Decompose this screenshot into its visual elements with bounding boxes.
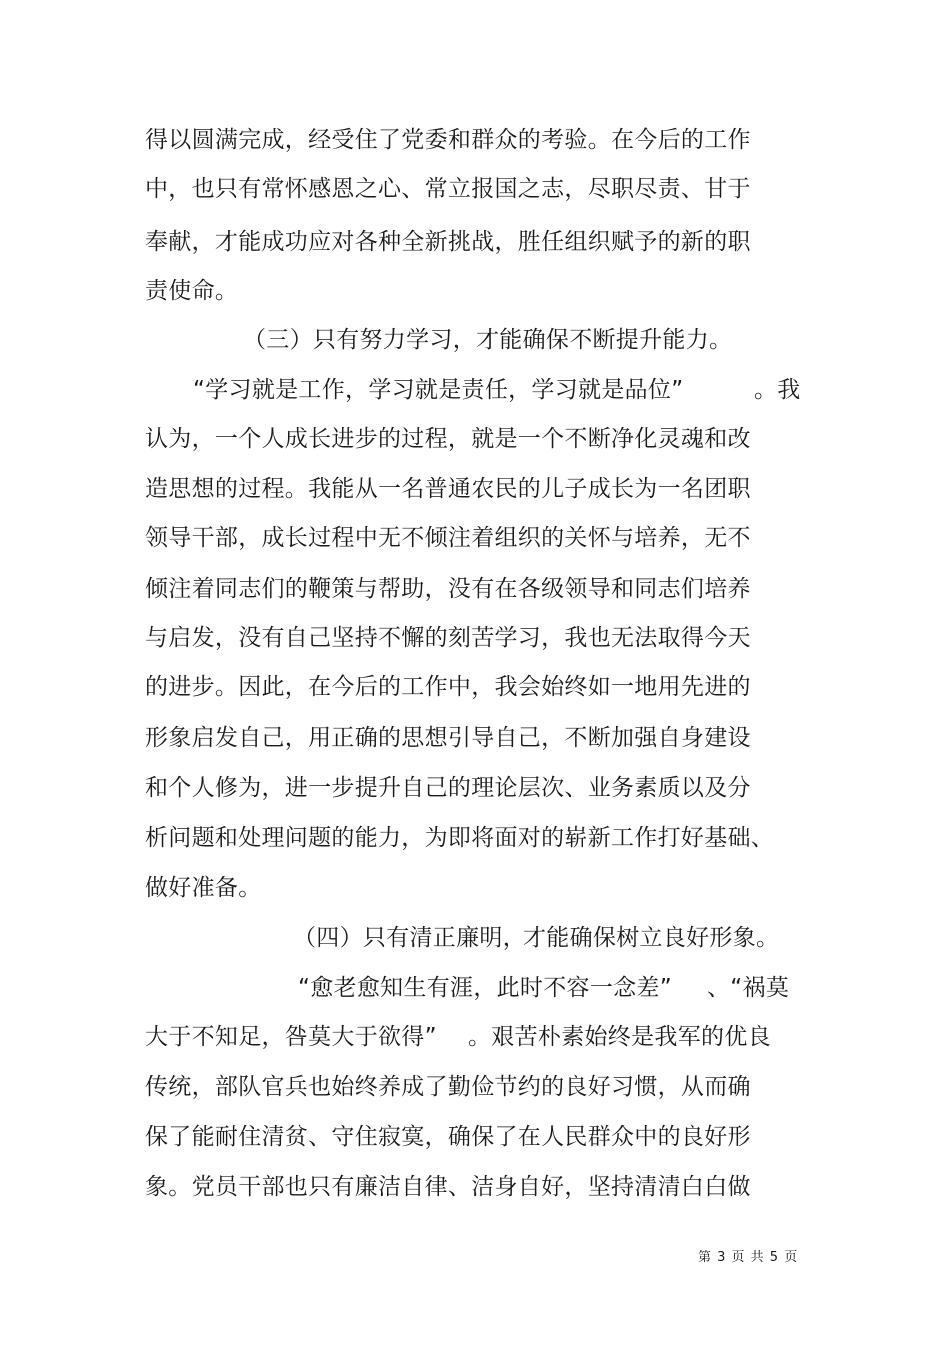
text-line: 做好准备。 — [145, 875, 262, 901]
text-line: 象。党员干部也只有廉洁自律、洁身自好，坚持清清白白做 — [145, 1174, 751, 1200]
text-line: 倾注着同志们的鞭策与帮助，没有在各级领导和同志们培养 — [145, 576, 751, 602]
text-line: “愈老愈知生有涯，此时不容一念差” — [298, 975, 672, 1001]
text-line: 大于不知足，咎莫大于欲得” — [145, 1024, 437, 1050]
text-line: 责使命。 — [145, 278, 239, 304]
text-line: 领导干部，成长过程中无不倾注着组织的关怀与培养，无不 — [145, 525, 751, 551]
text-line: 的进步。因此，在今后的工作中，我会始终如一地用先进的 — [145, 674, 751, 700]
section-heading-4-continued: 才能确保树立良好形象。 — [523, 925, 780, 951]
section-heading-4: （四）只有清正廉明， — [293, 925, 526, 951]
text-line: “学习就是工作，学习就是责任，学习就是品位” — [193, 377, 684, 403]
text-line: 传统，部队官兵也始终养成了勤俭节约的良好习惯，从而确 — [145, 1074, 751, 1100]
text-line: 得以圆满完成，经受住了党委和群众的考验。在今后的工作 — [145, 127, 751, 153]
text-line: 造思想的过程。我能从一名普通农民的儿子成长为一名团职 — [145, 476, 751, 502]
text-line: 认为，一个人成长进步的过程，就是一个不断净化灵魂和改 — [145, 426, 751, 452]
text-line: 中，也只有常怀感恩之心、常立报国之志，尽职尽责、甘于 — [145, 176, 751, 202]
text-line: 保了能耐住清贫、守住寂寞，确保了在人民群众中的良好形 — [145, 1124, 751, 1150]
text-line: 、“祸莫 — [707, 975, 790, 1001]
page-number-footer: 第 3 页 共 5 页 — [698, 1250, 799, 1265]
text-line: 奉献，才能成功应对各种全新挑战，胜任组织赋予的新的职 — [145, 229, 751, 255]
text-line: 形象启发自己，用正确的思想引导自己，不断加强自身建设 — [145, 725, 751, 751]
text-line: 析问题和处理问题的能力，为即将面对的崭新工作打好基础、 — [145, 825, 775, 851]
text-line: 和个人修为，进一步提升自己的理论层次、业务素质以及分 — [145, 775, 751, 801]
text-line: 与启发，没有自己坚持不懈的刻苦学习，我也无法取得今天 — [145, 625, 751, 651]
text-line: 。我 — [754, 377, 801, 403]
text-line: 。艰苦朴素始终是我军的优良 — [468, 1024, 771, 1050]
section-heading-3: （三）只有努力学习，才能确保不断提升能力。 — [243, 327, 733, 353]
